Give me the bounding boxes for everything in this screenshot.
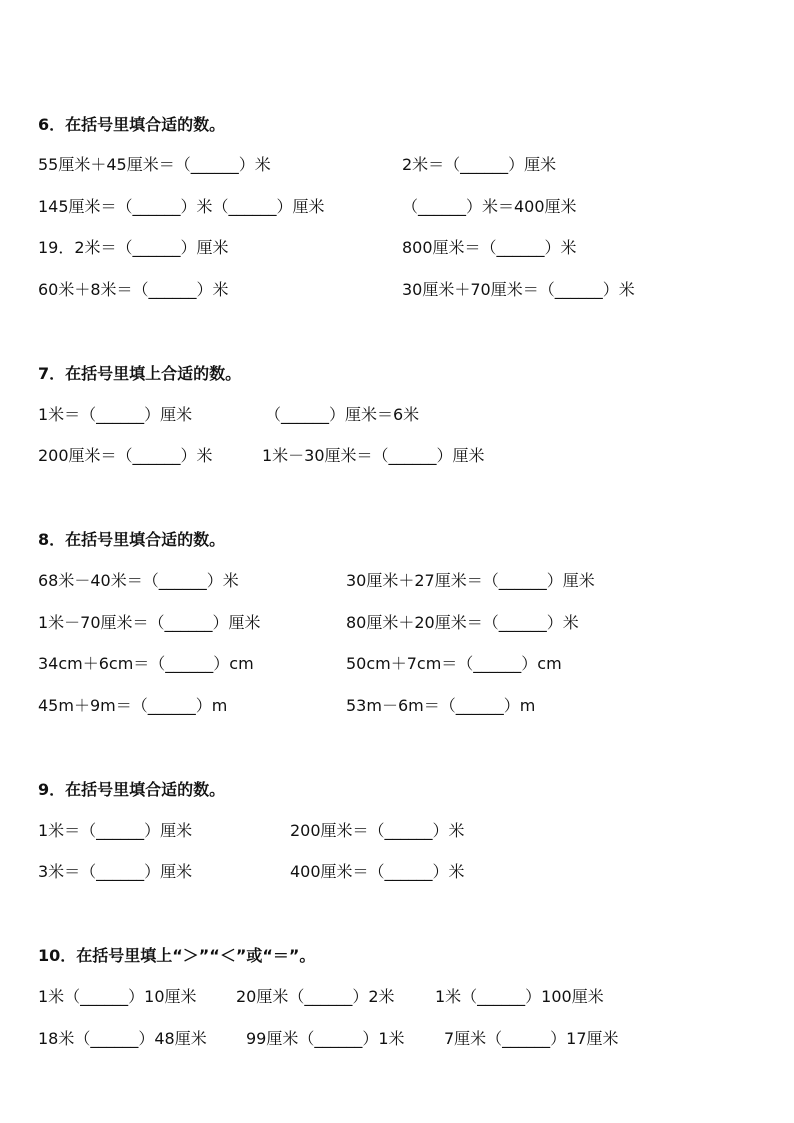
q6-item-4: （______）米＝400厘米 [402,197,577,216]
q9-item-2: 200厘米＝（______）米 [290,821,465,840]
q6-item-7: 60米＋8米＝（______）米 [38,280,229,299]
q10-item-3: 1米（______）100厘米 [435,987,604,1006]
q6-item-6: 800厘米＝（______）米 [402,238,577,257]
q6-item-1: 55厘米＋45厘米＝（______）米 [38,155,271,174]
q7-item-2: （______）厘米＝6米 [265,405,420,424]
q6-item-5: 19．2米＝（______）厘米 [38,238,229,257]
q9-item-3: 3米＝（______）厘米 [38,862,193,881]
q8-item-3: 1米－70厘米＝（______）厘米 [38,613,261,632]
question-10-title: 10．在括号里填上“＞”“＜”或“＝”。 [38,946,316,965]
q10-item-6: 7厘米（______）17厘米 [444,1029,619,1048]
q8-item-2: 30厘米＋27厘米＝（______）厘米 [346,571,595,590]
q7-item-1: 1米＝（______）厘米 [38,405,193,424]
q8-item-1: 68米－40米＝（______）米 [38,571,239,590]
q8-item-6: 50cm＋7cm＝（______）cm [346,654,562,673]
question-6-title: 6．在括号里填合适的数。 [38,115,226,134]
q10-item-2: 20厘米（______）2米 [236,987,395,1006]
q7-item-3: 200厘米＝（______）米 [38,446,213,465]
q6-item-8: 30厘米＋70厘米＝（______）米 [402,280,635,299]
question-8-title: 8．在括号里填合适的数。 [38,530,226,549]
q7-item-4: 1米－30厘米＝（______）厘米 [262,446,485,465]
q9-item-1: 1米＝（______）厘米 [38,821,193,840]
q9-item-4: 400厘米＝（______）米 [290,862,465,881]
q8-item-5: 34cm＋6cm＝（______）cm [38,654,254,673]
q6-item-2: 2米＝（______）厘米 [402,155,557,174]
q10-item-5: 99厘米（______）1米 [246,1029,405,1048]
q8-item-7: 45m＋9m＝（______）m [38,696,228,715]
q10-item-4: 18米（______）48厘米 [38,1029,207,1048]
q8-item-4: 80厘米＋20厘米＝（______）米 [346,613,579,632]
q6-item-3: 145厘米＝（______）米（______）厘米 [38,197,325,216]
question-9-title: 9．在括号里填合适的数。 [38,780,226,799]
q8-item-8: 53m－6m＝（______）m [346,696,536,715]
question-7-title: 7．在括号里填上合适的数。 [38,364,242,383]
q10-item-1: 1米（______）10厘米 [38,987,197,1006]
